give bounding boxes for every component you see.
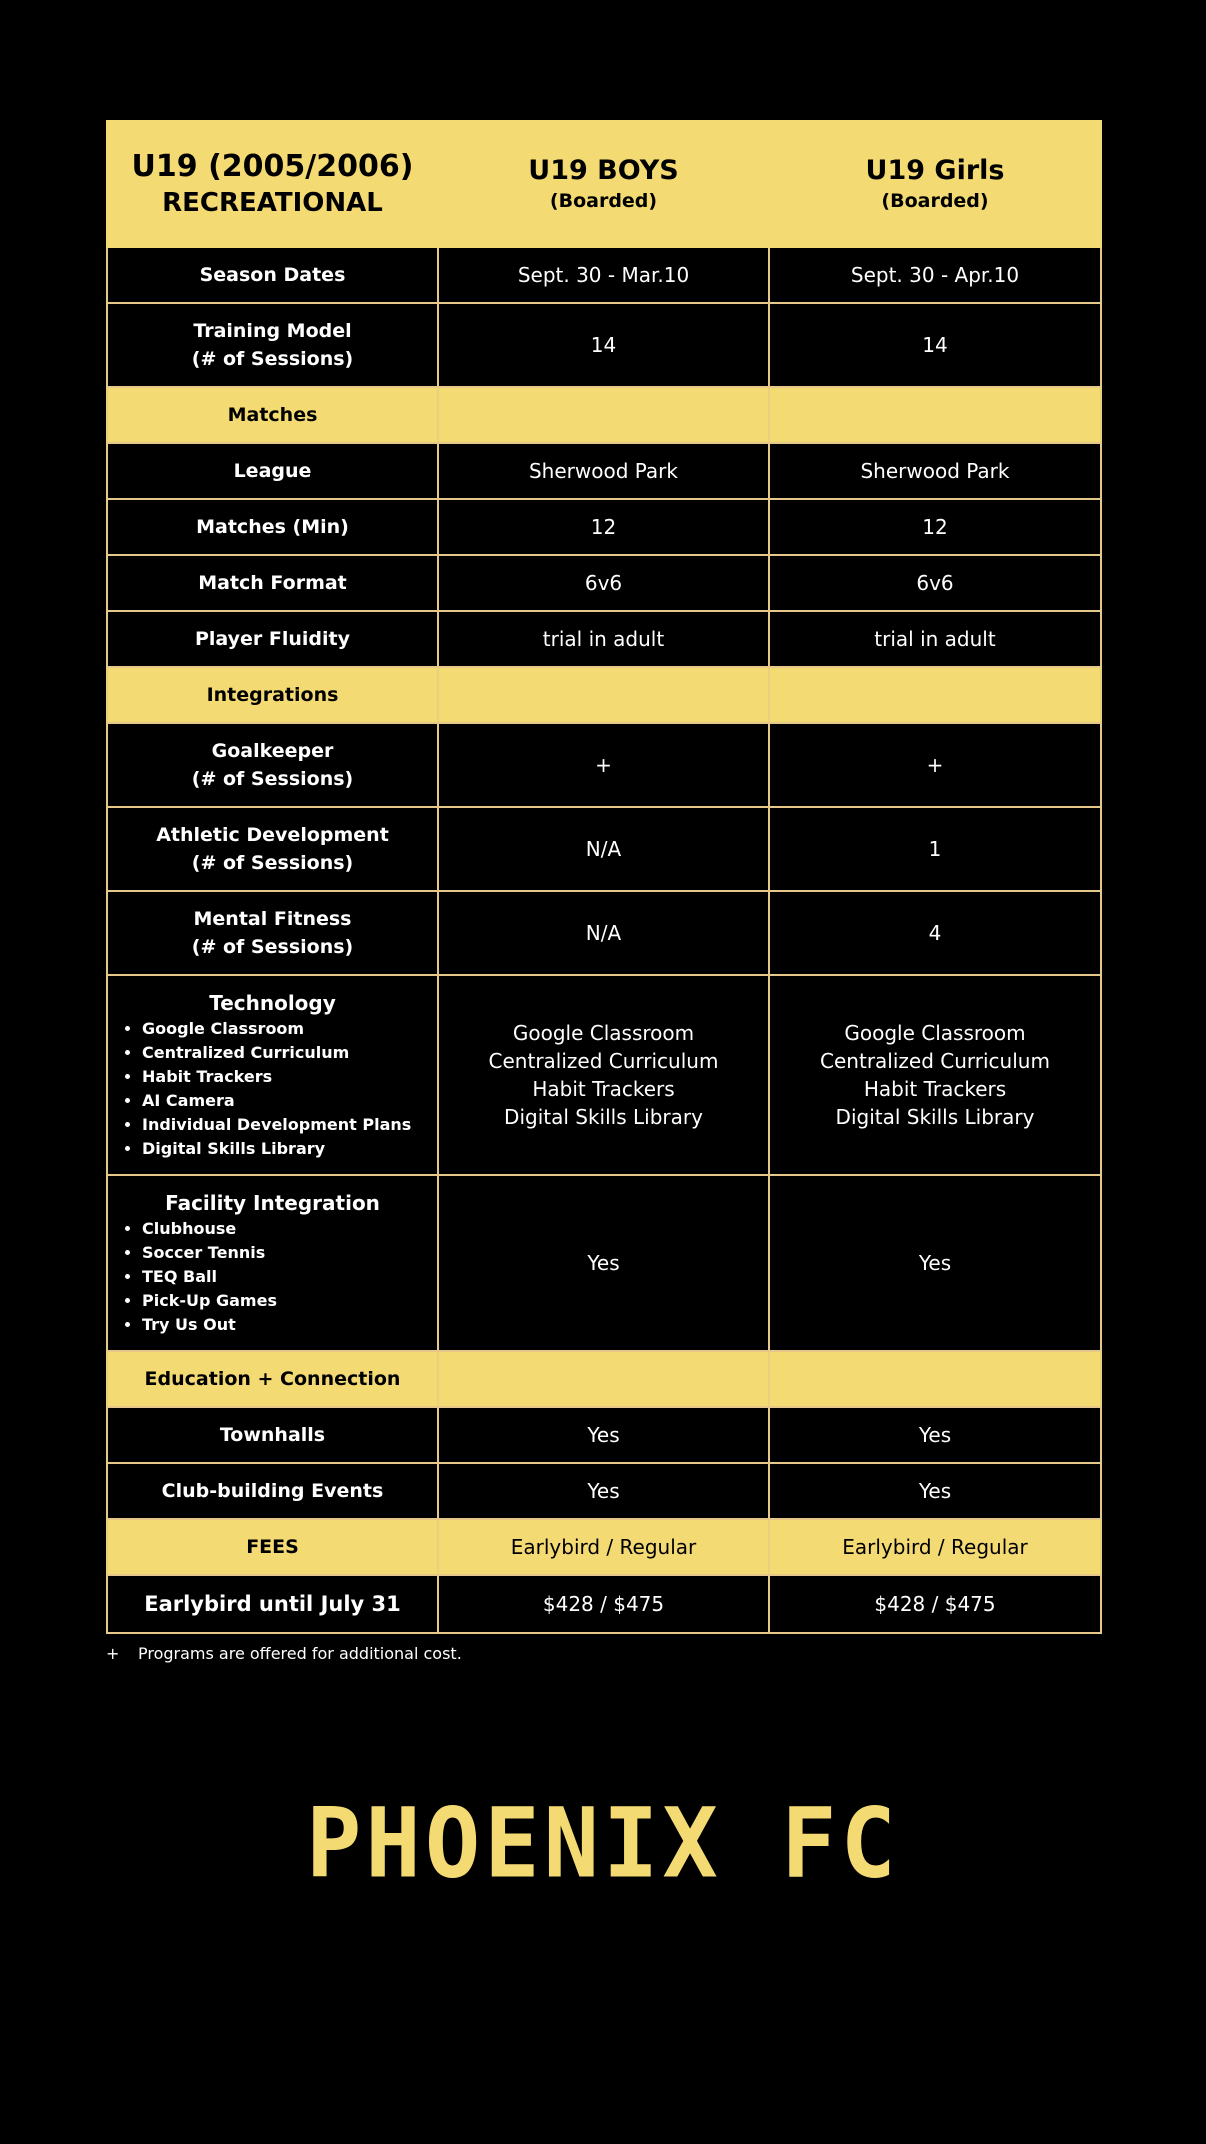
row-label: Match Format: [107, 555, 438, 611]
row-label: Matches (Min): [107, 499, 438, 555]
row-label: Player Fluidity: [107, 611, 438, 667]
row-goalkeeper: [107, 723, 1101, 807]
row-matches-min: [107, 499, 1101, 555]
value-girls: [769, 975, 1101, 1175]
column-sub-boys: (Boarded): [549, 190, 658, 212]
value-boys: 12: [438, 499, 769, 555]
facility-list: [116, 1217, 429, 1337]
value-girls: 12: [769, 499, 1101, 555]
value-boys: $428 / $475: [438, 1575, 769, 1633]
row-label: League: [107, 443, 438, 499]
section-empty-girls: [769, 667, 1101, 723]
list-item: • Try Us Out: [142, 1313, 429, 1337]
section-empty-boys: [438, 387, 769, 443]
list-item: • Individual Development Plans: [142, 1113, 429, 1137]
value-girls: Sept. 30 - Apr.10: [769, 247, 1101, 303]
row-label-line2: (# of Sessions): [191, 348, 354, 370]
value-boys: 14: [438, 303, 769, 387]
value-girls: Yes: [769, 1407, 1101, 1463]
column-name-boys: U19 BOYS: [528, 155, 679, 186]
value-girls: Sherwood Park: [769, 443, 1101, 499]
value-line: Digital Skills Library: [835, 1105, 1035, 1129]
row-label-line1: Mental Fitness: [193, 908, 352, 930]
row-label: [107, 723, 438, 807]
column-sub-girls: (Boarded): [881, 190, 989, 212]
footnote: [106, 1644, 462, 1663]
row-label: [107, 807, 438, 891]
value-line: Digital Skills Library: [504, 1105, 703, 1129]
row-label-line1: Athletic Development: [156, 824, 389, 846]
value-girls: +: [769, 723, 1101, 807]
row-label-line2: (# of Sessions): [191, 852, 354, 874]
row-earlybird: [107, 1575, 1101, 1633]
section-integrations: [107, 667, 1101, 723]
row-label: Season Dates: [107, 247, 438, 303]
value-girls: Earlybird / Regular: [769, 1519, 1101, 1575]
value-girls: $428 / $475: [769, 1575, 1101, 1633]
list-item: • Centralized Curriculum: [142, 1041, 429, 1065]
program-title-year: U19 (2005/2006): [131, 149, 414, 184]
value-boys: trial in adult: [438, 611, 769, 667]
technology-title: Technology: [209, 991, 336, 1015]
list-item: • Habit Trackers: [142, 1065, 429, 1089]
value-girls: 14: [769, 303, 1101, 387]
footnote-text: Programs are offered for additional cost.: [138, 1644, 462, 1663]
value-boys: [438, 975, 769, 1175]
value-boys: +: [438, 723, 769, 807]
section-label: FEES: [107, 1519, 438, 1575]
value-line: Google Classroom: [512, 1021, 695, 1045]
row-technology: [107, 975, 1101, 1175]
row-league: [107, 443, 1101, 499]
value-girls: trial in adult: [769, 611, 1101, 667]
section-empty-boys: [438, 667, 769, 723]
row-player-fluidity: [107, 611, 1101, 667]
value-line: Google Classroom: [844, 1021, 1026, 1045]
value-girls: Yes: [769, 1175, 1101, 1351]
row-club-events: [107, 1463, 1101, 1519]
column-header-boys: [438, 121, 769, 247]
row-townhalls: [107, 1407, 1101, 1463]
value-boys: Earlybird / Regular: [438, 1519, 769, 1575]
header-row: [107, 121, 1101, 247]
value-boys: Sherwood Park: [438, 443, 769, 499]
value-boys: Yes: [438, 1175, 769, 1351]
value-girls: 4: [769, 891, 1101, 975]
value-girls: Yes: [769, 1463, 1101, 1519]
row-label-line2: (# of Sessions): [191, 936, 354, 958]
value-girls: 6v6: [769, 555, 1101, 611]
row-mental-fitness: [107, 891, 1101, 975]
program-table: [106, 120, 1102, 1634]
value-boys: Yes: [438, 1407, 769, 1463]
list-item: • Google Classroom: [142, 1017, 429, 1041]
value-line: Habit Trackers: [532, 1077, 675, 1101]
program-title-cell: [107, 121, 438, 247]
list-item: • Clubhouse: [142, 1217, 429, 1241]
row-label: [107, 303, 438, 387]
value-line: Habit Trackers: [863, 1077, 1007, 1101]
row-label-line2: (# of Sessions): [191, 768, 354, 790]
row-label-line1: Training Model: [193, 320, 352, 342]
list-item: • Pick-Up Games: [142, 1289, 429, 1313]
row-facility-integration: [107, 1175, 1101, 1351]
list-item: • AI Camera: [142, 1089, 429, 1113]
row-label: [107, 891, 438, 975]
program-title-type: RECREATIONAL: [162, 188, 383, 218]
section-empty-girls: [769, 387, 1101, 443]
footnote-symbol: +: [106, 1644, 120, 1663]
value-boys: Yes: [438, 1463, 769, 1519]
value-boys: N/A: [438, 891, 769, 975]
row-label: [107, 975, 438, 1175]
row-label: Townhalls: [107, 1407, 438, 1463]
column-header-girls: [769, 121, 1101, 247]
row-label: [107, 1175, 438, 1351]
phoenix-fc-logo: PHOENIX FC: [306, 1787, 900, 1900]
row-season-dates: [107, 247, 1101, 303]
section-empty-boys: [438, 1351, 769, 1407]
value-line: Centralized Curriculum: [488, 1049, 719, 1073]
list-item: • TEQ Ball: [142, 1265, 429, 1289]
value-boys: 6v6: [438, 555, 769, 611]
section-label: Education + Connection: [107, 1351, 438, 1407]
row-label: Club-building Events: [107, 1463, 438, 1519]
facility-title: Facility Integration: [165, 1191, 380, 1215]
list-item: • Soccer Tennis: [142, 1241, 429, 1265]
row-match-format: [107, 555, 1101, 611]
section-fees: [107, 1519, 1101, 1575]
section-label: Matches: [107, 387, 438, 443]
section-label: Integrations: [107, 667, 438, 723]
value-boys: N/A: [438, 807, 769, 891]
row-label: Earlybird until July 31: [107, 1575, 438, 1633]
row-training-model: [107, 303, 1101, 387]
section-matches: [107, 387, 1101, 443]
section-empty-girls: [769, 1351, 1101, 1407]
column-name-girls: U19 Girls: [865, 155, 1005, 186]
row-label-line1: Goalkeeper: [211, 740, 334, 762]
section-education: [107, 1351, 1101, 1407]
list-item: • Digital Skills Library: [142, 1137, 429, 1161]
value-line: Centralized Curriculum: [820, 1049, 1050, 1073]
value-girls: 1: [769, 807, 1101, 891]
value-boys: Sept. 30 - Mar.10: [438, 247, 769, 303]
row-athletic-development: [107, 807, 1101, 891]
technology-list: [116, 1017, 429, 1161]
